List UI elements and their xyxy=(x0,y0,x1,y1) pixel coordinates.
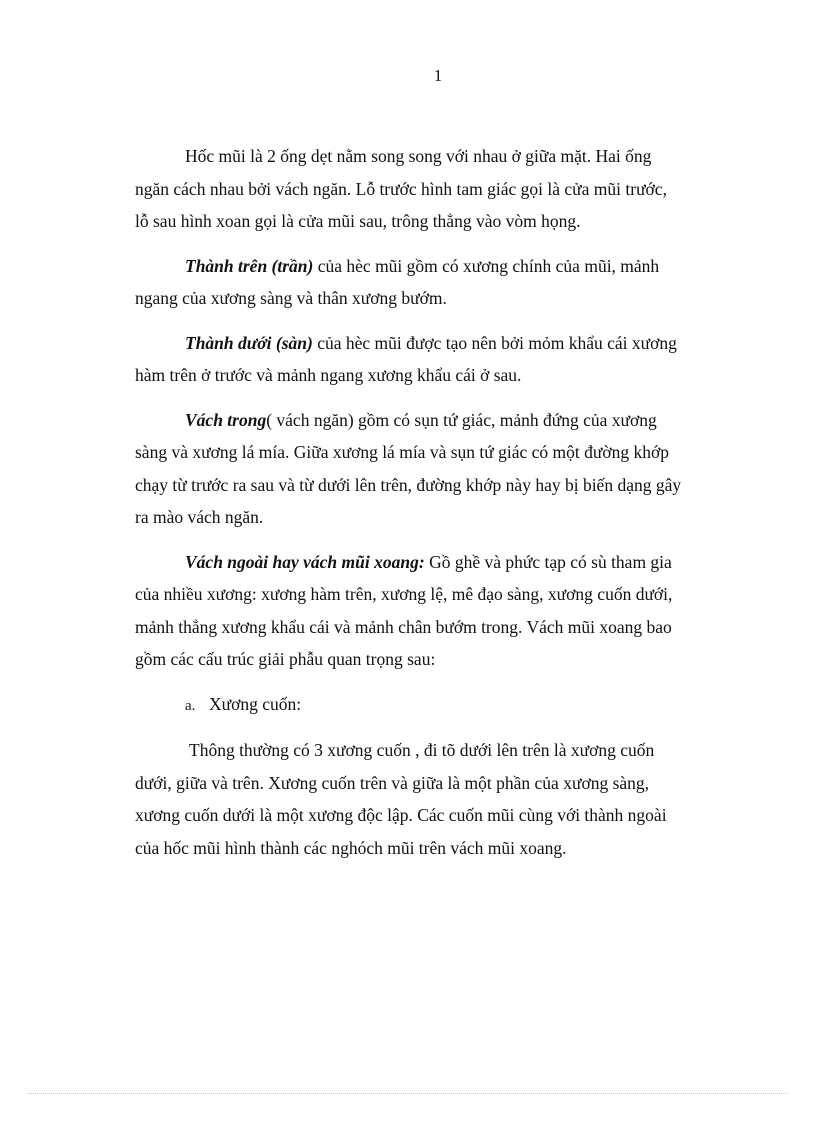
paragraph-lead: Thành dưới (sàn) xyxy=(185,332,313,353)
text-line: dưới, giữa và trên. Xương cuốn trên và giữa là một phần của xương sàng, xyxy=(135,772,650,793)
text-line: chạy từ trước ra sau và từ dưới lên trên, đường khớp này hay bị biến dạng gây xyxy=(135,474,682,495)
list-marker: a. xyxy=(185,697,196,714)
text-line: hàm trên ở trước và mảnh ngang xương khẩu cái ở sau. xyxy=(135,365,522,385)
text-line: lỗ sau hình xoan gọi là cửa mũi sau, trông thẳng vào vòm họng. xyxy=(135,211,581,231)
paragraph-lead: Vách trong xyxy=(185,409,267,430)
document-body xyxy=(135,140,739,864)
paragraph-inner-wall xyxy=(135,404,739,534)
text-line xyxy=(135,250,739,283)
text-line: xương cuốn dưới là một xương độc lập. Các cuốn mũi cùng với thành ngoài xyxy=(135,805,667,825)
paragraph-lower-wall xyxy=(135,327,739,392)
paragraph-upper-wall xyxy=(135,250,739,315)
paragraph-intro xyxy=(135,140,739,238)
text-line: sàng và xương lá mía. Giữa xương lá mía và sụn tứ giác có một đường khớp xyxy=(135,442,669,462)
paragraph-lead: Vách ngoài hay vách mũi xoang: xyxy=(185,551,425,572)
text-run: của hèc mũi được tạo nên bởi mỏm khẩu cái xương xyxy=(312,332,677,353)
paragraph-lead: Thành trên (trần) xyxy=(185,255,314,276)
paragraph-outer-wall xyxy=(135,546,739,676)
text-run: của hèc mũi gồm có xương chính của mũi, mảnh xyxy=(313,255,660,276)
text-line: ra mào vách ngăn. xyxy=(135,507,264,527)
text-run: Thông thường có 3 xương cuốn , đi tõ dưới lên trên là xương cuốn xyxy=(189,740,655,760)
text-line xyxy=(135,327,739,360)
page-number: 1 xyxy=(433,66,443,85)
text-line: ngang của xương sàng và thân xương bướm. xyxy=(135,288,447,308)
text-line xyxy=(135,404,739,437)
text-line: của nhiều xương: xương hàm trên, xương lệ, mê đạo sàng, xương cuốn dưới, xyxy=(135,584,673,604)
list-item-text: Xương cuốn: xyxy=(209,693,302,714)
text-line xyxy=(135,734,739,767)
text-line: mảnh thẳng xương khẩu cái và mảnh chân bướm trong. Vách mũi xoang bao xyxy=(135,616,672,637)
text-line xyxy=(135,546,739,579)
page-bottom-rule xyxy=(28,1093,788,1094)
text-line: gồm các cấu trúc giải phẫu quan trọng sau: xyxy=(135,649,436,669)
text-run: Gồ ghề và phức tạp có sù tham gia xyxy=(424,551,672,572)
text-run: ( vách ngăn) gồm có sụn tứ giác, mảnh đứng của xương xyxy=(266,409,657,430)
text-line: ngăn cách nhau bởi vách ngăn. Lỗ trước hình tam giác gọi là cửa mũi trước, xyxy=(135,178,667,199)
text-line: Hốc mũi là 2 ống dẹt nằm song song với nhau ở giữa mặt. Hai ống xyxy=(185,146,652,166)
list-item xyxy=(185,688,739,723)
text-line: của hốc mũi hình thành các nghóch mũi trên vách mũi xoang. xyxy=(135,837,567,858)
paragraph-turbinates xyxy=(135,734,739,864)
